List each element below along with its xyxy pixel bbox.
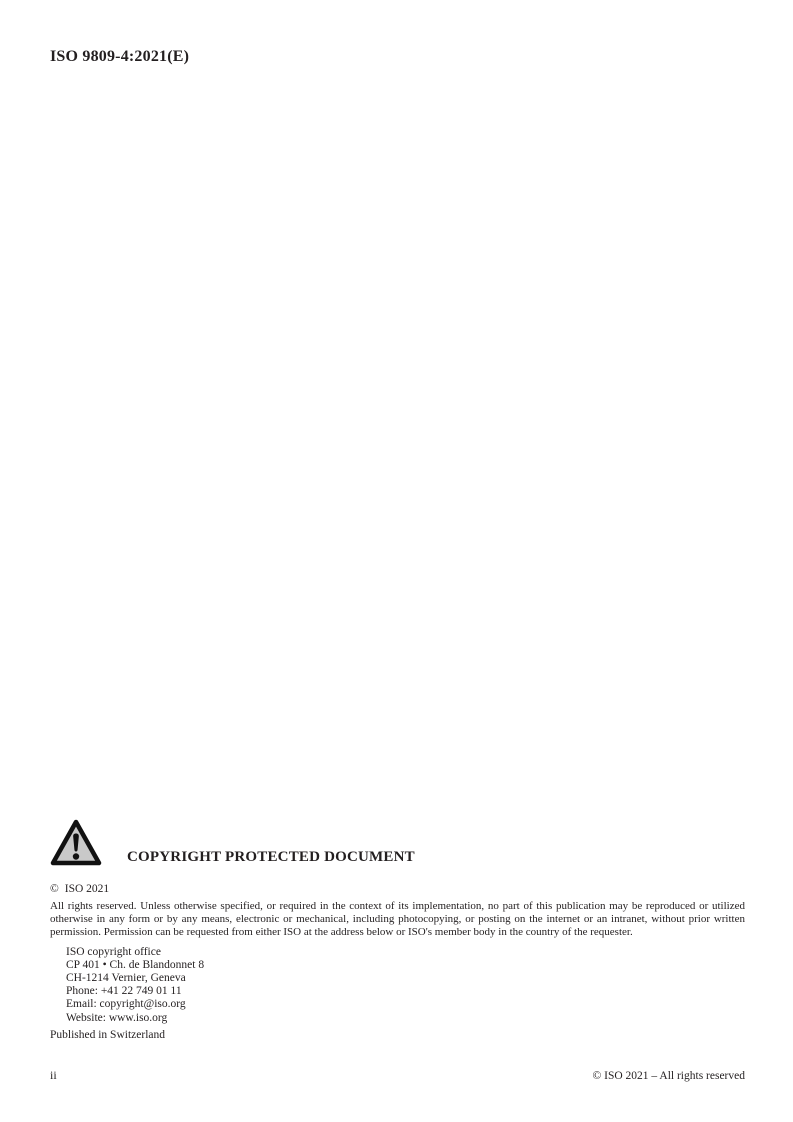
- warning-triangle-icon: [50, 818, 102, 868]
- address-line-phone: Phone: +41 22 749 01 11: [66, 985, 182, 998]
- document-reference-header: ISO 9809-4:2021(E): [50, 48, 190, 65]
- address-line-city: CH-1214 Vernier, Geneva: [66, 972, 186, 985]
- address-line-office: ISO copyright office: [66, 945, 161, 958]
- address-line-street: CP 401 • Ch. de Blandonnet 8: [66, 958, 205, 971]
- page-number: ii: [50, 1068, 57, 1082]
- copyright-banner: [50, 818, 745, 868]
- copyright-year-line: [50, 883, 745, 895]
- iso-address-block: [66, 946, 745, 1025]
- copyright-year: ISO 2021: [64, 883, 110, 895]
- copyright-symbol: ©: [50, 883, 59, 895]
- copyright-notice-text: All rights reserved. Unless otherwise specified, or required in the context of its implementation, no part of this publication may be reproduced or utilized otherwise in any form or by any means, electronic or mechanical, including photocopying, or posting on the internet or an intranet, without prior written permission. Permission can be requested from either ISO at the address below or ISO's member body in the country of the requester.: [50, 900, 745, 939]
- copyright-banner-title: COPYRIGHT PROTECTED DOCUMENT: [127, 849, 415, 865]
- address-line-email: Email: copyright@iso.org: [66, 998, 186, 1011]
- address-line-website: Website: www.iso.org: [66, 1011, 168, 1024]
- footer-rights-statement: © ISO 2021 – All rights reserved: [592, 1070, 745, 1082]
- published-in-line: Published in Switzerland: [50, 1028, 165, 1041]
- copyright-section: [50, 818, 745, 1041]
- page-footer: [50, 1068, 745, 1083]
